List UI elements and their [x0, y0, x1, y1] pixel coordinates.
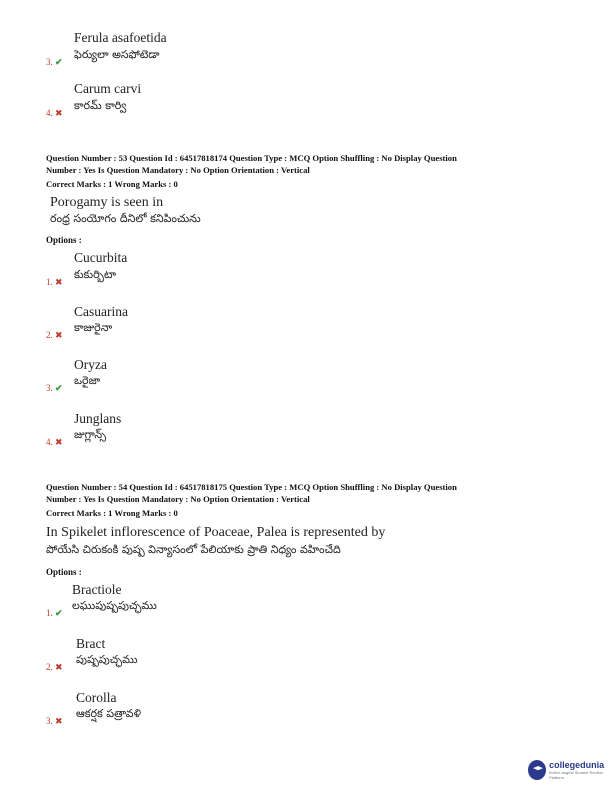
cross-icon: ✖ [55, 716, 63, 726]
check-icon: ✔ [55, 57, 63, 67]
q53-option-4-en: Junglans [74, 411, 122, 426]
q53-option-3-en: Oryza [74, 357, 107, 372]
option-4-text-te: కారమ్ కార్వి [74, 99, 127, 112]
q54-option-1-number: 1. ✔ [46, 608, 63, 618]
graduation-cap-icon [528, 760, 546, 780]
cross-icon: ✖ [55, 108, 63, 118]
q54-marks: Correct Marks : 1 Wrong Marks : 0 [46, 508, 178, 518]
cross-icon: ✖ [55, 330, 63, 340]
q54-option-3-number: 3. ✖ [46, 716, 63, 726]
q54-option-1-te: లఘుపుష్పపుచ్ఛము [72, 599, 157, 612]
q53-option-1-te: కుకుర్బిటా [74, 268, 116, 281]
collegedunia-logo [528, 760, 612, 780]
q53-text-te: రంధ్ర సంయోగం దీనిలో కనిపించును [50, 212, 201, 225]
q53-meta-line2: Number : Yes Is Question Mandatory : No Option Orientation : Vertical [46, 165, 310, 175]
q53-marks: Correct Marks : 1 Wrong Marks : 0 [46, 179, 178, 189]
option-4-number: 4. ✖ [46, 108, 63, 118]
check-icon: ✔ [55, 608, 63, 618]
q54-option-3-te: ఆకర్షక పత్రావళి [76, 707, 142, 720]
option-3-text-en: Ferula asafoetida [74, 30, 167, 45]
q53-option-2-te: కాజురైనా [74, 321, 113, 334]
cross-icon: ✖ [55, 662, 63, 672]
option-4-text-en: Carum carvi [74, 81, 142, 96]
q53-option-1-number: 1. ✖ [46, 277, 63, 287]
logo-tagline: India's largest Student Review Platform [549, 770, 603, 780]
q53-text-en: Porogamy is seen in [50, 195, 164, 210]
q53-option-1-en: Cucurbita [74, 250, 128, 265]
logo-name: collegedunia [549, 760, 605, 770]
q53-option-4-number: 4. ✖ [46, 437, 63, 447]
q54-option-3-en: Corolla [76, 690, 117, 705]
q53-option-3-te: ఒరైజా [74, 374, 101, 387]
q54-options-label: Options : [46, 567, 82, 577]
q53-option-3-number: 3. ✔ [46, 383, 63, 393]
q53-options-label: Options : [46, 235, 82, 245]
option-3-number: 3. ✔ [46, 57, 63, 67]
q54-text-en: In Spikelet inflorescence of Poaceae, Palea is represented by [46, 525, 386, 540]
q54-option-2-en: Bract [76, 636, 106, 651]
q53-option-2-number: 2. ✖ [46, 330, 63, 340]
option-3-text-te: ఫెర్యులా అసఫోటెడా [74, 48, 160, 61]
q54-option-1-en: Bractiole [72, 582, 122, 597]
q53-option-4-te: జుగ్లాన్స్ [74, 428, 107, 441]
q54-option-2-te: పుష్పపుచ్ఛము [76, 653, 138, 666]
q54-option-2-number: 2. ✖ [46, 662, 63, 672]
q53-option-2-en: Casuarina [74, 304, 128, 319]
q53-meta-line1: Question Number : 53 Question Id : 64517818174 Question Type : MCQ Option Shuffling : No Display Question [46, 153, 457, 163]
q54-meta-line1: Question Number : 54 Question Id : 64517818175 Question Type : MCQ Option Shuffling : No Display Question [46, 482, 457, 492]
check-icon: ✔ [55, 383, 63, 393]
q54-text-te: పోయేసి చిరుకంకి పుష్ప విన్యాసంలో పేలియాకు ప్రాతి నిధ్యం వహించేది [46, 543, 341, 556]
q54-meta-line2: Number : Yes Is Question Mandatory : No Option Orientation : Vertical [46, 494, 310, 504]
cross-icon: ✖ [55, 277, 63, 287]
cross-icon: ✖ [55, 437, 63, 447]
